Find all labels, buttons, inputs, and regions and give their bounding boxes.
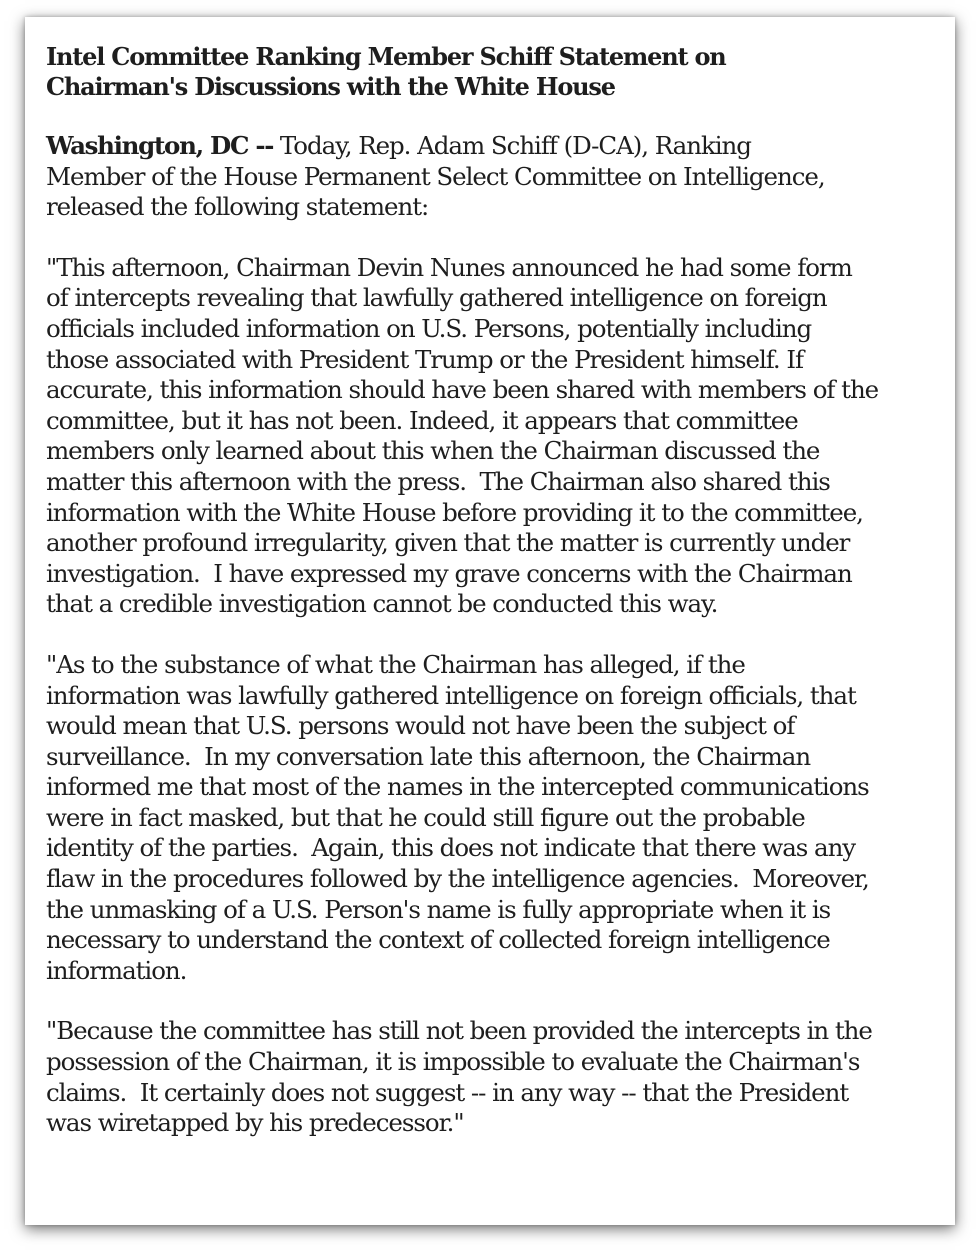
statement-paragraph-1 <box>46 253 945 620</box>
intro-line <box>46 131 945 162</box>
title-line: Intel Committee Ranking Member Schiff Statement on <box>46 42 726 71</box>
paragraph-line: matter this afternoon with the press. The Chairman also shared this <box>46 466 830 496</box>
statement-paragraph-3 <box>46 1016 945 1138</box>
intro-text: Today, Rep. Adam Schiff (D-CA), Ranking <box>273 131 751 160</box>
paragraph-line: possession of the Chairman, it is impossible to evaluate the Chairman's <box>46 1047 860 1077</box>
paragraph-line: identity of the parties. Again, this does not indicate that there was any <box>46 833 856 863</box>
paragraph-line: information was lawfully gathered intelligence on foreign officials, that <box>46 680 856 710</box>
title-line: Chairman's Discussions with the White House <box>46 72 615 101</box>
paragraph-line: "As to the substance of what the Chairman has alleged, if the <box>46 649 745 679</box>
paragraph-line: officials included information on U.S. Persons, potentially including <box>46 313 812 343</box>
paragraph-line: would mean that U.S. persons would not have been the subject of <box>46 711 795 741</box>
paragraph-line: those associated with President Trump or the President himself. If <box>46 344 804 374</box>
paragraph-line: committee, but it has not been. Indeed, it appears that committee <box>46 405 798 435</box>
paragraph-line: another profound irregularity, given that the matter is currently under <box>46 528 850 558</box>
press-release-title <box>46 42 945 102</box>
paragraph-line: surveillance. In my conversation late this afternoon, the Chairman <box>46 741 811 771</box>
paragraph-line: was wiretapped by his predecessor." <box>46 1108 464 1138</box>
paragraph-line: information. <box>46 955 187 985</box>
paragraph-line: members only learned about this when the Chairman discussed the <box>46 436 820 466</box>
dateline: Washington, DC -- <box>46 131 274 160</box>
paragraph-line: necessary to understand the context of collected foreign intelligence <box>46 925 830 955</box>
paragraph-line: that a credible investigation cannot be conducted this way. <box>46 589 718 619</box>
paragraph-line: informed me that most of the names in the intercepted communications <box>46 772 869 802</box>
intro-line: Member of the House Permanent Select Committee on Intelligence, <box>46 161 825 191</box>
paragraph-line: information with the White House before providing it to the committee, <box>46 497 863 527</box>
paragraph-line: of intercepts revealing that lawfully gathered intelligence on foreign <box>46 283 827 313</box>
paragraph-line: accurate, this information should have been shared with members of the <box>46 375 879 405</box>
paragraph-line: "Because the committee has still not been provided the intercepts in the <box>46 1016 872 1046</box>
statement-paragraph-2 <box>46 650 945 987</box>
intro-line: released the following statement: <box>46 192 429 222</box>
intro-paragraph <box>46 131 945 223</box>
press-release-content <box>46 42 945 1169</box>
paragraph-line: investigation. I have expressed my grave concerns with the Chairman <box>46 558 852 588</box>
paragraph-line: the unmasking of a U.S. Person's name is fully appropriate when it is <box>46 894 831 924</box>
paragraph-line: claims. It certainly does not suggest -- in any way -- that the President <box>46 1077 849 1107</box>
paragraph-line: "This afternoon, Chairman Devin Nunes announced he had some form <box>46 252 852 282</box>
paragraph-line: flaw in the procedures followed by the intelligence agencies. Moreover, <box>46 864 869 894</box>
press-release-card <box>25 17 955 1225</box>
paragraph-line: were in fact masked, but that he could still figure out the probable <box>46 802 805 832</box>
